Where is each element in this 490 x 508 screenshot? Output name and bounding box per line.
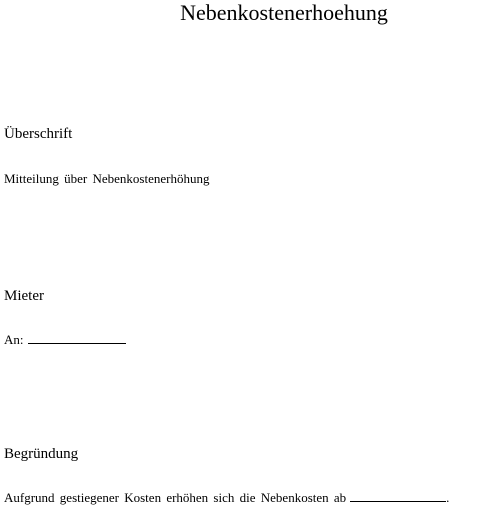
ueberschrift-text: Mitteilung über Nebenkostenerhöhung — [4, 171, 210, 186]
mieter-label: An: — [4, 332, 24, 347]
begruendung-line — [4, 489, 449, 506]
section-heading-mieter: Mieter — [4, 288, 44, 304]
mieter-line — [4, 331, 126, 348]
section-heading-ueberschrift: Überschrift — [4, 126, 73, 142]
begruendung-text: Aufgrund gestiegener Kosten erhöhen sich die Nebenkosten ab — [4, 490, 347, 505]
date-blank-line — [350, 489, 446, 502]
begruendung-period: . — [446, 490, 450, 505]
section-heading-begruendung: Begründung — [4, 446, 79, 462]
document-title: Nebenkostenerhoehung — [180, 0, 388, 25]
recipient-blank-line — [28, 331, 126, 344]
